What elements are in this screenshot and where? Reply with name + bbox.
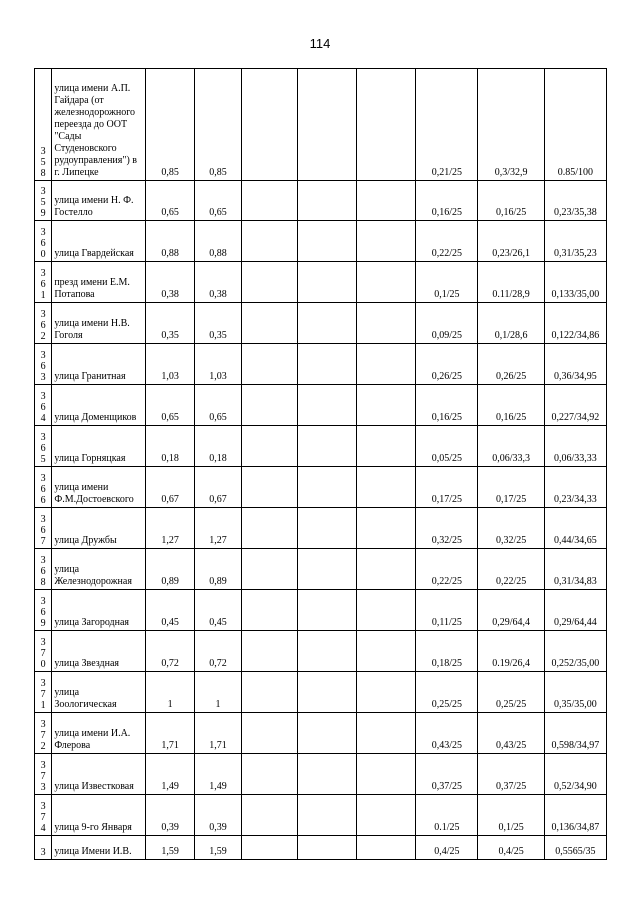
empty-cell xyxy=(298,836,357,860)
row-number xyxy=(35,631,52,672)
street-name: улица Загородная xyxy=(52,590,146,631)
length-value-2: 0,39 xyxy=(195,795,242,836)
row-number-digits: 368 xyxy=(40,555,46,588)
ratio-1: 0,22/25 xyxy=(416,549,478,590)
street-name: улица Дружбы xyxy=(52,508,146,549)
ratio-2: 0,43/25 xyxy=(478,713,544,754)
table-row xyxy=(35,344,607,385)
row-number-digits: 360 xyxy=(40,227,46,260)
empty-cell xyxy=(241,590,297,631)
empty-cell xyxy=(241,181,297,221)
empty-cell xyxy=(241,508,297,549)
table-row xyxy=(35,713,607,754)
street-name: улица Известковая xyxy=(52,754,146,795)
ratio-1: 0,1/25 xyxy=(416,262,478,303)
street-name: улица Гранитная xyxy=(52,344,146,385)
length-value: 0,72 xyxy=(146,631,195,672)
table-row xyxy=(35,385,607,426)
row-number-digits: 366 xyxy=(40,473,46,506)
ratio-3: 0,36/34,95 xyxy=(544,344,606,385)
ratio-2: 0,26/25 xyxy=(478,344,544,385)
empty-cell xyxy=(357,713,416,754)
row-number xyxy=(35,508,52,549)
length-value-2: 0,72 xyxy=(195,631,242,672)
table-row xyxy=(35,590,607,631)
ratio-2: 0,1/25 xyxy=(478,795,544,836)
empty-cell xyxy=(357,221,416,262)
ratio-2: 0,1/28,6 xyxy=(478,303,544,344)
row-number-digits: 370 xyxy=(40,637,46,670)
row-number-digits: 359 xyxy=(40,186,46,219)
empty-cell xyxy=(298,631,357,672)
empty-cell xyxy=(241,221,297,262)
table-row xyxy=(35,795,607,836)
length-value-2: 0,18 xyxy=(195,426,242,467)
ratio-1: 0,11/25 xyxy=(416,590,478,631)
table-row xyxy=(35,672,607,713)
ratio-1: 0,25/25 xyxy=(416,672,478,713)
street-name: улица Доменщиков xyxy=(52,385,146,426)
ratio-2: 0,25/25 xyxy=(478,672,544,713)
length-value: 0,35 xyxy=(146,303,195,344)
row-number xyxy=(35,69,52,181)
ratio-2: 0,3/32,9 xyxy=(478,69,544,181)
empty-cell xyxy=(298,795,357,836)
length-value-2: 0,88 xyxy=(195,221,242,262)
table-row xyxy=(35,181,607,221)
ratio-2: 0,17/25 xyxy=(478,467,544,508)
empty-cell xyxy=(241,69,297,181)
street-name: улица Горняцкая xyxy=(52,426,146,467)
length-value-2: 0,38 xyxy=(195,262,242,303)
ratio-1: 0,18/25 xyxy=(416,631,478,672)
row-number-digits: 362 xyxy=(40,309,46,342)
ratio-1: 0,16/25 xyxy=(416,385,478,426)
street-name: улица имени И.А. Флерова xyxy=(52,713,146,754)
ratio-3: 0,52/34,90 xyxy=(544,754,606,795)
length-value-2: 0,89 xyxy=(195,549,242,590)
street-name: улица Звездная xyxy=(52,631,146,672)
empty-cell xyxy=(298,69,357,181)
empty-cell xyxy=(357,344,416,385)
table-row xyxy=(35,303,607,344)
length-value: 0,18 xyxy=(146,426,195,467)
empty-cell xyxy=(298,467,357,508)
ratio-1: 0,16/25 xyxy=(416,181,478,221)
row-number xyxy=(35,385,52,426)
data-table xyxy=(34,68,607,860)
row-number xyxy=(35,836,52,860)
empty-cell xyxy=(241,303,297,344)
empty-cell xyxy=(298,713,357,754)
length-value: 1 xyxy=(146,672,195,713)
empty-cell xyxy=(298,385,357,426)
ratio-3: 0.85/100 xyxy=(544,69,606,181)
empty-cell xyxy=(241,385,297,426)
empty-cell xyxy=(241,713,297,754)
empty-cell xyxy=(357,672,416,713)
row-number-digits: 365 xyxy=(40,432,46,465)
ratio-2: 0,4/25 xyxy=(478,836,544,860)
ratio-3: 0,23/34,33 xyxy=(544,467,606,508)
row-number xyxy=(35,467,52,508)
empty-cell xyxy=(298,549,357,590)
empty-cell xyxy=(357,631,416,672)
row-number-digits: 367 xyxy=(40,514,46,547)
ratio-1: 0,22/25 xyxy=(416,221,478,262)
empty-cell xyxy=(357,508,416,549)
row-number-digits: 374 xyxy=(40,801,46,834)
row-number xyxy=(35,262,52,303)
empty-cell xyxy=(357,795,416,836)
empty-cell xyxy=(357,426,416,467)
empty-cell xyxy=(357,754,416,795)
empty-cell xyxy=(298,590,357,631)
row-number xyxy=(35,590,52,631)
empty-cell xyxy=(241,836,297,860)
empty-cell xyxy=(241,426,297,467)
empty-cell xyxy=(298,303,357,344)
length-value-2: 1,49 xyxy=(195,754,242,795)
ratio-2: 0,22/25 xyxy=(478,549,544,590)
row-number xyxy=(35,181,52,221)
ratio-2: 0,23/26,1 xyxy=(478,221,544,262)
ratio-2: 0,32/25 xyxy=(478,508,544,549)
street-name: улица имени Ф.М.Достоевского xyxy=(52,467,146,508)
row-number-digits: 364 xyxy=(40,391,46,424)
ratio-3: 0,133/35,00 xyxy=(544,262,606,303)
row-number-digits: 372 xyxy=(40,719,46,752)
ratio-3: 0,44/34,65 xyxy=(544,508,606,549)
street-name: улица Имени И.В. xyxy=(52,836,146,860)
page-number: 114 xyxy=(309,36,331,51)
row-number xyxy=(35,672,52,713)
empty-cell xyxy=(298,221,357,262)
length-value-2: 1 xyxy=(195,672,242,713)
empty-cell xyxy=(241,467,297,508)
length-value-2: 0,65 xyxy=(195,385,242,426)
empty-cell xyxy=(241,549,297,590)
length-value-2: 0,35 xyxy=(195,303,242,344)
ratio-3: 0,136/34,87 xyxy=(544,795,606,836)
empty-cell xyxy=(241,262,297,303)
ratio-1: 0,17/25 xyxy=(416,467,478,508)
length-value: 0,88 xyxy=(146,221,195,262)
ratio-3: 0,227/34,92 xyxy=(544,385,606,426)
table-row xyxy=(35,426,607,467)
length-value: 1,27 xyxy=(146,508,195,549)
street-name: улица Железнодорожная xyxy=(52,549,146,590)
ratio-3: 0,35/35,00 xyxy=(544,672,606,713)
length-value: 1,59 xyxy=(146,836,195,860)
empty-cell xyxy=(298,262,357,303)
ratio-2: 0,06/33,3 xyxy=(478,426,544,467)
empty-cell xyxy=(241,344,297,385)
ratio-3: 0,598/34,97 xyxy=(544,713,606,754)
empty-cell xyxy=(298,754,357,795)
row-number-digits: 363 xyxy=(40,350,46,383)
length-value-2: 0,45 xyxy=(195,590,242,631)
empty-cell xyxy=(241,754,297,795)
ratio-3: 0,5565/35 xyxy=(544,836,606,860)
length-value-2: 1,27 xyxy=(195,508,242,549)
row-number xyxy=(35,795,52,836)
length-value: 0,39 xyxy=(146,795,195,836)
length-value: 0,89 xyxy=(146,549,195,590)
ratio-2: 0,16/25 xyxy=(478,181,544,221)
empty-cell xyxy=(241,672,297,713)
empty-cell xyxy=(357,385,416,426)
length-value: 0,85 xyxy=(146,69,195,181)
length-value: 0,65 xyxy=(146,385,195,426)
empty-cell xyxy=(357,181,416,221)
empty-cell xyxy=(357,262,416,303)
row-number xyxy=(35,713,52,754)
length-value: 0,67 xyxy=(146,467,195,508)
street-name: улица Зоологическая xyxy=(52,672,146,713)
ratio-3: 0,23/35,38 xyxy=(544,181,606,221)
row-number-digits: 369 xyxy=(40,596,46,629)
table-body xyxy=(35,69,607,860)
length-value: 1,71 xyxy=(146,713,195,754)
table-row xyxy=(35,262,607,303)
row-number xyxy=(35,344,52,385)
ratio-3: 0,31/35,23 xyxy=(544,221,606,262)
ratio-1: 0,21/25 xyxy=(416,69,478,181)
ratio-2: 0,16/25 xyxy=(478,385,544,426)
ratio-2: 0,37/25 xyxy=(478,754,544,795)
row-number-digits: 373 xyxy=(40,760,46,793)
ratio-2: 0,29/64,4 xyxy=(478,590,544,631)
row-number-digits: 358 xyxy=(40,146,46,179)
empty-cell xyxy=(298,672,357,713)
row-number-digits: 371 xyxy=(40,678,46,711)
ratio-3: 0,29/64,44 xyxy=(544,590,606,631)
row-number-digits: 361 xyxy=(40,268,46,301)
empty-cell xyxy=(298,508,357,549)
ratio-1: 0,37/25 xyxy=(416,754,478,795)
length-value: 0,38 xyxy=(146,262,195,303)
table-row xyxy=(35,549,607,590)
empty-cell xyxy=(357,836,416,860)
street-name: улица 9-го Января xyxy=(52,795,146,836)
length-value-2: 1,59 xyxy=(195,836,242,860)
length-value-2: 1,71 xyxy=(195,713,242,754)
empty-cell xyxy=(298,426,357,467)
length-value-2: 0,85 xyxy=(195,69,242,181)
row-number xyxy=(35,426,52,467)
length-value-2: 1,03 xyxy=(195,344,242,385)
ratio-2: 0.11/28,9 xyxy=(478,262,544,303)
length-value: 0,65 xyxy=(146,181,195,221)
table-row xyxy=(35,836,607,860)
street-name: улица имени Н.В. Гоголя xyxy=(52,303,146,344)
empty-cell xyxy=(357,69,416,181)
ratio-1: 0,32/25 xyxy=(416,508,478,549)
ratio-1: 0,09/25 xyxy=(416,303,478,344)
ratio-1: 0,4/25 xyxy=(416,836,478,860)
length-value-2: 0,67 xyxy=(195,467,242,508)
length-value: 1,49 xyxy=(146,754,195,795)
empty-cell xyxy=(298,344,357,385)
ratio-2: 0.19/26,4 xyxy=(478,631,544,672)
empty-cell xyxy=(357,467,416,508)
table-row xyxy=(35,508,607,549)
row-number xyxy=(35,303,52,344)
empty-cell xyxy=(241,631,297,672)
table-row xyxy=(35,754,607,795)
row-number-digits: 3 xyxy=(40,847,46,858)
street-name: улица имени А.П. Гайдара (от железнодорожного переезда до ООТ "Сады Студеновского рудоуправления") в г. Липецке xyxy=(52,69,146,181)
street-name: презд имени Е.М. Потапова xyxy=(52,262,146,303)
table-row xyxy=(35,221,607,262)
ratio-1: 0,43/25 xyxy=(416,713,478,754)
ratio-1: 0,05/25 xyxy=(416,426,478,467)
empty-cell xyxy=(357,549,416,590)
length-value-2: 0,65 xyxy=(195,181,242,221)
ratio-3: 0,122/34,86 xyxy=(544,303,606,344)
length-value: 1,03 xyxy=(146,344,195,385)
row-number xyxy=(35,221,52,262)
table-row xyxy=(35,467,607,508)
ratio-3: 0,31/34,83 xyxy=(544,549,606,590)
row-number xyxy=(35,754,52,795)
ratio-3: 0,06/33,33 xyxy=(544,426,606,467)
street-name: улица имени Н. Ф. Гостелло xyxy=(52,181,146,221)
empty-cell xyxy=(357,590,416,631)
table-row xyxy=(35,631,607,672)
length-value: 0,45 xyxy=(146,590,195,631)
row-number xyxy=(35,549,52,590)
street-name: улица Гвардейская xyxy=(52,221,146,262)
ratio-3: 0,252/35,00 xyxy=(544,631,606,672)
empty-cell xyxy=(241,795,297,836)
ratio-1: 0,26/25 xyxy=(416,344,478,385)
empty-cell xyxy=(357,303,416,344)
table-row xyxy=(35,69,607,181)
empty-cell xyxy=(298,181,357,221)
ratio-1: 0.1/25 xyxy=(416,795,478,836)
